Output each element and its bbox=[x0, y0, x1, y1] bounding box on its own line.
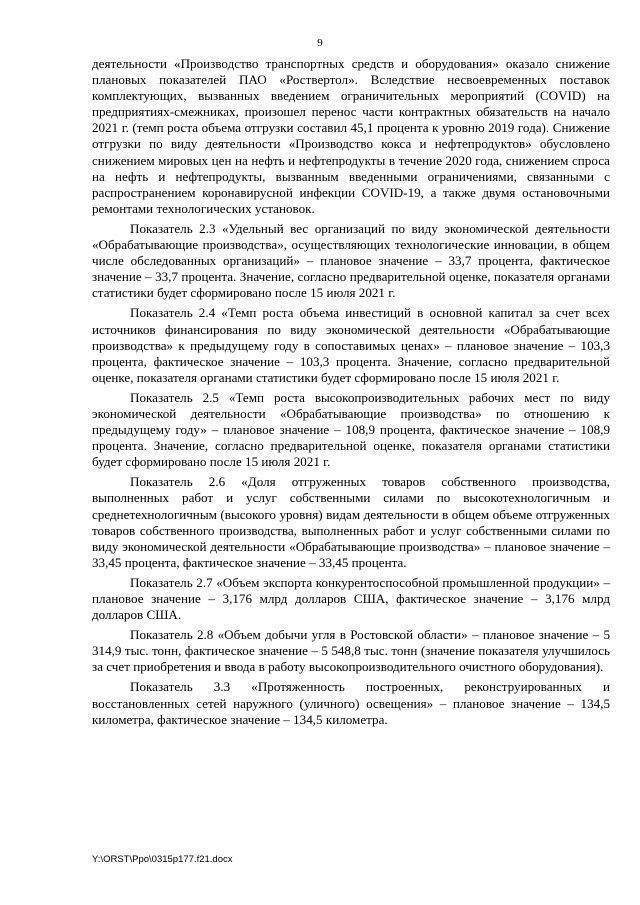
paragraph-continuation: деятельности «Производство транспортных средств и оборудования» оказало снижение плановых показателей ПАО «Роствертол». Вследствие несвоевременных поставок комплектующих, вызванных введением ограничительных мероприятий (COVID) на предприятиях-смежниках, произошел перенос части контрактных обязательств на начало 2021 г. (темп роста объема отгрузки составил 45,1 процента к уровню 2019 года). Снижение отгрузки по виду деятельности «Производство кокса и нефтепродуктов» обусловлено снижением мировых цен на нефть и нефтепродукты в течение 2020 года, снижением спроса на нефть и нефтепродукты, вызванным введенными ограничениями, связанными с распространением коронавирусной инфекции COVID-19, а также двумя остановочными ремонтами технологических установок. bbox=[92, 56, 610, 216]
paragraph-indicator-2-3: Показатель 2.3 «Удельный вес организаций по виду экономической деятельности «Обрабатывающие производства», осуществляющих технологические инновации, в общем числе обследованных организаций» – плановое значение – 33,7 процента, фактическое значение – 33,7 процента. Значение, согласно предварительной оценке, показателя органами статистики будет сформировано после 15 июля 2021 г. bbox=[92, 220, 610, 301]
paragraph-indicator-2-6: Показатель 2.6 «Доля отгруженных товаров собственного производства, выполненных работ и услуг собственными силами по высокотехнологичным и среднетехнологичным (высокого уровня) видам деятельности в общем объеме отгруженных товаров собственного производства, выполненных работ и услуг собственными силами по виду экономической деятельности «Обрабатывающие производства» – плановое значение – 33,45 процента, фактическое значение – 33,45 процента. bbox=[92, 474, 610, 570]
footer-file-path: Y:\ORST\Ppo\0315p177.f21.docx bbox=[92, 854, 233, 865]
page-number: 9 bbox=[317, 37, 323, 49]
document-body bbox=[92, 56, 610, 728]
paragraph-indicator-3-3: Показатель 3.3 «Протяженность построенных, реконструированных и восстановленных сетей наружного (уличного) освещения» – плановое значение – 134,5 километра, фактическое значение – 134,5 километра. bbox=[92, 679, 610, 727]
paragraph-indicator-2-8: Показатель 2.8 «Объем добычи угля в Ростовской области» – плановое значение – 5 314,9 тыс. тонн, фактическое значение – 5 548,8 тыс. тонн (значение показателя улучшилось за счет приобретения и ввода в работу высокопроизводительного очистного оборудования). bbox=[92, 627, 610, 675]
paragraph-indicator-2-4: Показатель 2.4 «Темп роста объема инвестиций в основной капитал за счет всех источников финансирования по виду экономической деятельности «Обрабатывающие производства» к предыдущему году в сопоставимых ценах» – плановое значение – 103,3 процента, фактическое значение – 103,3 процента. Значение, согласно предварительной оценке, показателя органами статистики будет сформировано после 15 июля 2021 г. bbox=[92, 305, 610, 385]
paragraph-indicator-2-5: Показатель 2.5 «Темп роста высокопроизводительных рабочих мест по виду экономической деятельности «Обрабатывающие производства» по отношению к предыдущему году» – плановое значение – 108,9 процента, фактическое значение – 108,9 процента. Значение, согласно предварительной оценке, показателя органами статистики будет сформировано после 15 июля 2021 г. bbox=[92, 389, 610, 470]
paragraph-indicator-2-7: Показатель 2.7 «Объем экспорта конкурентоспособной промышленной продукции» – плановое значение – 3,176 млрд долларов США, фактическое значение – 3,176 млрд долларов США. bbox=[92, 574, 610, 623]
